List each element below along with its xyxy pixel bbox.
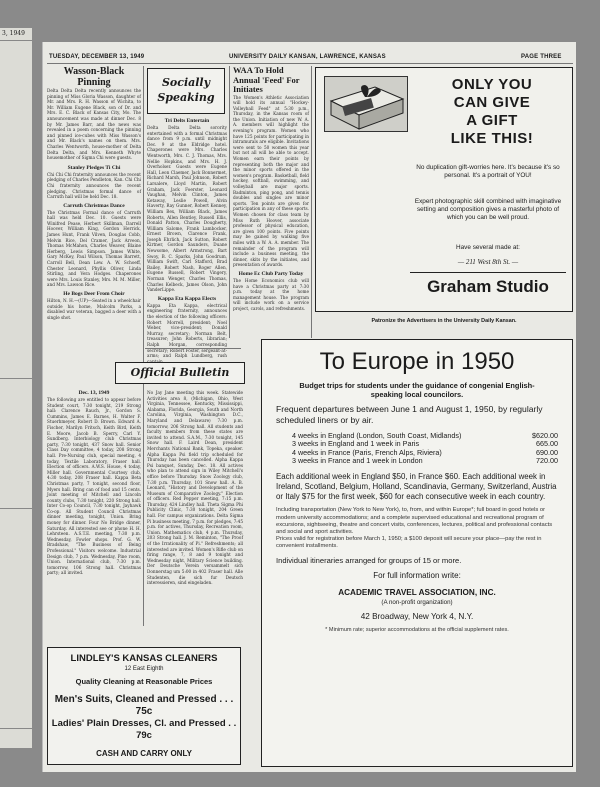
- column-society-news: [47, 66, 141, 320]
- rate-label: 4 weeks in England (London, South Coast, Midlands): [292, 430, 462, 440]
- cleaners-address: 12 East Eighth: [124, 666, 164, 672]
- subhead-stanley: Stanley Pledges Ti Chi: [67, 164, 121, 171]
- cleaners-line-2-price: 79c: [136, 730, 152, 741]
- cleaners-terms: CASH AND CARRY ONLY: [96, 749, 192, 758]
- europe-rates: [292, 432, 558, 466]
- paper-name: UNIVERSITY DAILY KANSAN, LAWRENCE, KANSAS: [229, 54, 386, 60]
- headline-waa: WAA To Hold Annual 'Feed' For Initiates: [233, 65, 300, 94]
- filler-text: No Jay Jane meeting this week. Statewide Activities area 8, (Michigan, Ohio, West Virginia, Tennessee, Kentucky, Mississippi, Alabama, Florida, Georgia, South and North Carolina, Virginia, Washington D.C., Maryland and Delaware) 7:30 p.m. tomorrow, 206 Strong hall. All students and faculty members from these states are invited to attend. S.A.M., 7:30 tonight, 145 Snow hall. F. Laird Dean, president Merchants National Bank, Topeka, speaker. Alpha Kappa Psi field trip scheduled for Thursday has been cancelled. Alpha Kappa Psi banquet, Sunday, Dec. 18. All actives who plan to attend sign in Wiley Mitchell's office before Thursday. Snow Zoology club, 7:30 p.m. Thursday, 101 Snow hall. A. B. Leonard, "History and Development of the Museum of Comparative Zoology." Election of officers. Red Pepper meeting, 7:15 p.m. Thursday, 424 Lindley hall. Theta Sigma Phi Publicity Clinic, 7:30 tonight, 204 Green hall. For campus organizations. Delta Sigma Pi business meeting, 7 p.m. for pledges, 7:45 p.m. for actives, Thursday, Recreation room, Union. Mathematics club, 4 p.m. Thursday, 203 Strong hall. J. M. Reminton, "The Proof of the Irrationality of Pi." Refreshments; all interested are invited. Women's Rifle club on firing range, 7, 8 and 9 tonight and Wednesday night, Military Science building. Der Deutsche Verein versammelt sich Donnerstag um 5:00 in 402 Fraser hall. Alle Studenten, die sich fur Deutsch interessieren, sind eingeladen.: [147, 390, 243, 586]
- gift-headline-1: ONLY YOU: [451, 76, 533, 93]
- subhead-deer: He Bogs Deer From Choir: [63, 291, 125, 297]
- europe-departures: Frequent departures between June 1 and August 1, 1950, by regularly scheduled liners or by air.: [276, 404, 543, 425]
- column-society: [147, 118, 227, 364]
- gift-body-3: Have several made at:: [456, 244, 520, 251]
- issue-date: TUESDAY, DECEMBER 13, 1949: [49, 54, 145, 60]
- bulletin-column-1: [47, 390, 141, 576]
- europe-footnote: * Minimum rate; superior accommodations at the official supplement rates.: [325, 626, 509, 633]
- europe-additional: Each additional week in England $50, in France $60. Each additional week in Ireland, Scotland, Belgium, Holland, Scandinavia, Germany, Switzerland, Austria or Italy $75 for the first week, $60 for each consecutive week in each country.: [276, 471, 557, 501]
- cleaners-line-2-label: Ladies' Plain Dresses, Cl. and Pressed: [51, 718, 226, 729]
- studio-address-text: 211 West 8th St.: [465, 258, 511, 266]
- rate-row: [292, 457, 558, 466]
- europe-org: ACADEMIC TRAVEL ASSOCIATION, INC.: [338, 587, 496, 597]
- page-number: PAGE THREE: [521, 54, 562, 60]
- newspaper-page: [42, 42, 576, 772]
- gift-ad-headline: [414, 76, 570, 148]
- europe-subtitle: Budget trips for students under the guidance of congenial English-speaking local councilors.: [299, 381, 535, 400]
- rate-price: 665.00: [536, 439, 558, 449]
- studio-name: Graham Studio: [410, 272, 566, 297]
- previous-page-edge: [0, 28, 32, 748]
- bulletin-column-2: [147, 390, 243, 586]
- rate-label: 4 weeks in France (Paris, French Alps, Riviera): [292, 447, 442, 457]
- subhead-carruth: Carruth Christmas Dance: [63, 202, 125, 209]
- gift-headline-2: CAN GIVE: [453, 94, 531, 111]
- column-waa: [233, 66, 309, 311]
- story-wasson-black: Delta Delta Delta recently announces the pinning of Miss Gloria Wasson, daughter of Mr. and Mrs. R. H. Wasson of Wichita, to Mr. William Eugene Black, son of Dr. and Mrs. E. C. Black of Kansas City, Mo. The announcement was made at dinner Dec. 8 by Mr. James Barr, and the news was revealed in a poem concerning the pinning and pinned ice-cubes with Miss Wasson's and Mr. Black's names on them. Mrs. Charles Wentworth, house-mother of Delta Delta Delta, and Mrs. Kenneth Whyte housemother of Sigma Chi were guests.: [47, 88, 141, 161]
- europe-write: For full information write:: [373, 570, 461, 580]
- filler-text: Chi Chi Chi fraternity announces the recent pledging of Charles Pendleton, Kan. Chi Chi Chi fraternity announces the recent pledging. Christmas formal dance of Carruth hall will be held Dec. 18.: [47, 171, 141, 200]
- cleaners-line-2: Ladies' Plain Dresses, Cl. and Pressed . . 79c: [51, 718, 237, 741]
- europe-travel-ad: [261, 339, 573, 767]
- patronize-line: Patronize the Advertisers in the University Daily Kansan.: [371, 318, 517, 324]
- europe-address: 42 Broadway, New York 4, N.Y.: [360, 611, 474, 621]
- studio-address: — 211 West 8th St. —: [457, 258, 519, 266]
- filler-text: Kappa Eta Kappa, electrical engineering fraternity, announces the election of the following officers: Robert Morrell, president; Noel Weber, vice-president; Donald Murray, secretary; Norman Belt, treasurer; John Roberts, librarian; Ralph Morgan, corresponding secretary; Robert Foster, sergeant-at-arms; and Ralph Lundberg, rush: [147, 302, 227, 359]
- europe-individual: Individual itineraries arranged for groups of 15 or more.: [276, 555, 462, 565]
- filler-text: The Christmas Formal dance of Carruth hall was held Dec. 10. Guests were Winifred Pease, Herbert Skillman, Darrell Hoover, William King, Gordon Herrick, James Hunt, Frank Vilven, Douglas Cobb, Melvin Rice, Del Cramer, Jack Arveon, Thomas McMahon, Charles Weaver, Blaine Herberg, Lewis Simpson. James White, Gary McKey, Paul Wilson, Thomas Barrett, Carroll Bell, Dean Lew. A. W. Schoeff, Chester Leonard, Phyllis Oliver, Linda Stirling, and Vera Hodges. Chaperones were Mrs. Louis Stanley, Mrs. M. M. Miller, and Mrs. Lawson Rice.: [47, 209, 141, 288]
- cleaners-line-1-price: 75c: [135, 706, 153, 717]
- gift-body-2: Expert photographic skill combined with imaginative setting and composition gives a masterful photo of which you can be well proud.: [414, 198, 562, 221]
- rate-price: $620.00: [532, 430, 558, 440]
- filler-text: The following are entitled to appear before Student court, 7:30 tonight, 219 Strong hall: Clarence Rauch, Jr., Gordon S. Cummins, James E. Barnes, H. Walter F. Stuerhmeyer, Robert D. Brown. Edward A. Fischer, Marilyn Fritsch, Keith Bird, Keith E. Moore, Jacob B. Sperry, Carl Y. Sundberg. Interbiology club Christmas party, 7:30 tonight, 437 Snow hall. Senior Class Day committee, 4 today, 208 Strong hall. Pre-Nursing club, special meeting, 4 today, Textile Laboratory, Fraser hall. Election of officers. A.W.S. House, 4 today, Miller hall. Governmental Courtesy club, 4:30 today, 208 Fraser hall. Kappa Beta Christmas party, 7 tonight, second floor, Myers hall. Bring can of food and 15 cents. Joint meeting of Mitchell and Lincoln county clubs, 7:30 tonight, 220 Strong hall. Inter Co-op Council, 7:30 tonight, Jayhawk Co-op. All Student Council Christmas dinner meeting, tonight, Union. Bring money for dinner. Four No Bridge dinner, Saturday. All interested see or phone H. H. Lehrsteen. A.S.T.E. meeting, 7:30 p.m. Wednesday, Fowler shops. Prof. G. W. Bradshaw, "The Business of Being Professional." Visitors welcome. Industrial Design club, 7 p.m. Wednesday, Pine room, Union. International club, 7:30 p.m. tomorrow, 106 Strong hall. Christmas party; all invited.: [47, 397, 141, 576]
- graham-studio-ad: [315, 67, 573, 312]
- headline-kappa-eta: Kappa Eta Kappa Elects: [157, 295, 217, 302]
- gift-headline-4: LIKE THIS!: [450, 130, 534, 147]
- cleaners-tagline: Quality Cleaning at Reasonable Prices: [75, 677, 213, 686]
- gift-headline-3: A GIFT: [466, 112, 518, 129]
- gift-box-icon: [325, 77, 409, 133]
- socially-speaking-box: [147, 68, 225, 114]
- rate-label: 3 weeks in England and 1 week in Paris: [292, 439, 420, 449]
- filler-text: Hilton, N. H.—(UP)—Seated in a wheelchair outside his home, Malcolm Parks, a disabled war veteran, bagged a deer with a single shot.: [47, 298, 141, 320]
- lindley-cleaners-ad: [47, 647, 241, 765]
- filler-text: Delta Delta Delta sorority entertained with a formal Christmas dance from 9 p.m. until midnight Dec. 9 at the Eldridge hotel. Chaperones were Mrs. Charles Wentworth, Mrs. C. J. Thomas, Mrs. Nellie Hopkins, and Mrs. H. J. Overholser. Guests were Eugene Hall, Leon Claemer, Jack Bonnermet, Richard Marsh, Paul Johnson, Robert Larsalere, Lloyd Martin, Robert Graham, Jack Foerster, Leonard Vaughan, Melvin Clinton, James Ketaway, Leslie Powell, Alvin Haverty, Ray Gunner, Robert Kenney, William Bex, William Black, James Roberts, Allen Bentley, Russell Ellis, Donald Patton, Charles Dougherty, William Salome, Frank Lambocker, Ernest Brown, Clarence Frank, Joseph Ehrlich, Jack Sutton, Robert Kirtner, Gordon Saunders, Duane Newsome, Albert Armstrong, Bart Swoy, B. C. Sparks, John Goodrum, William Swift, Carl Stafford, Brad Bailey, Robert Nash, Roger Allen, Eugene Russell, Robert Vingery, Norman Wenger, Charles Thomas, Charles Kelbeck, James Olson, John VanderLippe.: [147, 125, 227, 293]
- rate-price: 720.00: [536, 456, 558, 466]
- socially-speaking-title: Socially Speaking: [157, 76, 215, 104]
- headline-tri-delts: Tri Delts Entertain: [164, 118, 210, 124]
- gift-box-illustration: [324, 76, 408, 132]
- rate-label: 3 weeks in France and 1 week in London: [292, 456, 423, 466]
- cleaners-line-1-label: Men's Suits, Cleaned and Pressed: [54, 694, 217, 705]
- headline-wasson-black: Wasson-Black Pinning: [63, 66, 125, 88]
- cleaners-name: LINDLEY'S KANSAS CLEANERS: [70, 653, 218, 664]
- filler-text: The Women's Athletic Association will hold its annual "Hockey-Volleyball Feed" at 5:30 p.m., Thursday, in the Kansas room of the Union. Initiation of new W. A. A. members will highlight the evening's program. Women who have 125 points for participating in intramurals are eligible. Invitations were sent to 50 women this year but not all will be able to accept. Women earn their points by representing both the major and the minor sports offered in the women's program. Basketball, field hockey, softball, swimming, and volleyball are major sports. Badminton, ping pong, and tennis doubles and singles are minor sports. Ten points are given for participation in any of these sports. Women chosen for class team by Miss Ruth Hoover, associate professor of physical education, are given 100 points. Five points may be gained by walking five miles with a W. A. A. member. The remainder of the program will include a business meeting, the dinner, skits by the initiates, and presentation of awards.: [233, 94, 309, 268]
- official-bulletin-title: Official Bulletin: [115, 362, 245, 384]
- cleaners-line-1: Men's Suits, Cleaned and Pressed . . . 75c: [54, 694, 234, 717]
- europe-org-sub: (A non-profit organization): [381, 598, 453, 606]
- europe-includes: Including transportation (New York to New York), to, from, and within Europe*; full board in good hotels or modern university accommodations; and a complete supervised educational and recreational program of excursions, sightseeing, theatre and concert visits, conferences, lectures, political and professional contacts and social and sport activities.: [276, 507, 553, 535]
- previous-page-date: 3, 1949: [2, 30, 25, 37]
- europe-title: To Europe in 1950: [319, 348, 515, 375]
- subhead-home-ec: Home Ec Club Party Today: [238, 270, 304, 277]
- gift-body-1: No duplication gift-worries here. It's because it's so personal. It's a portrait of YOU!: [416, 164, 560, 179]
- rate-price: 690.00: [536, 447, 558, 457]
- filler-text: The Home Economics club will have a Christmas party at 7:30 p.m. today at the home management house. The program will include work on a service project, carols, and refreshments.: [233, 277, 309, 311]
- bulletin-date: Dec. 13, 1949: [78, 390, 110, 396]
- europe-prices-note: Prices valid for registration before March 1, 1950; a $100 deposit will secure your place—pay the rest in convenient installments.: [276, 536, 542, 550]
